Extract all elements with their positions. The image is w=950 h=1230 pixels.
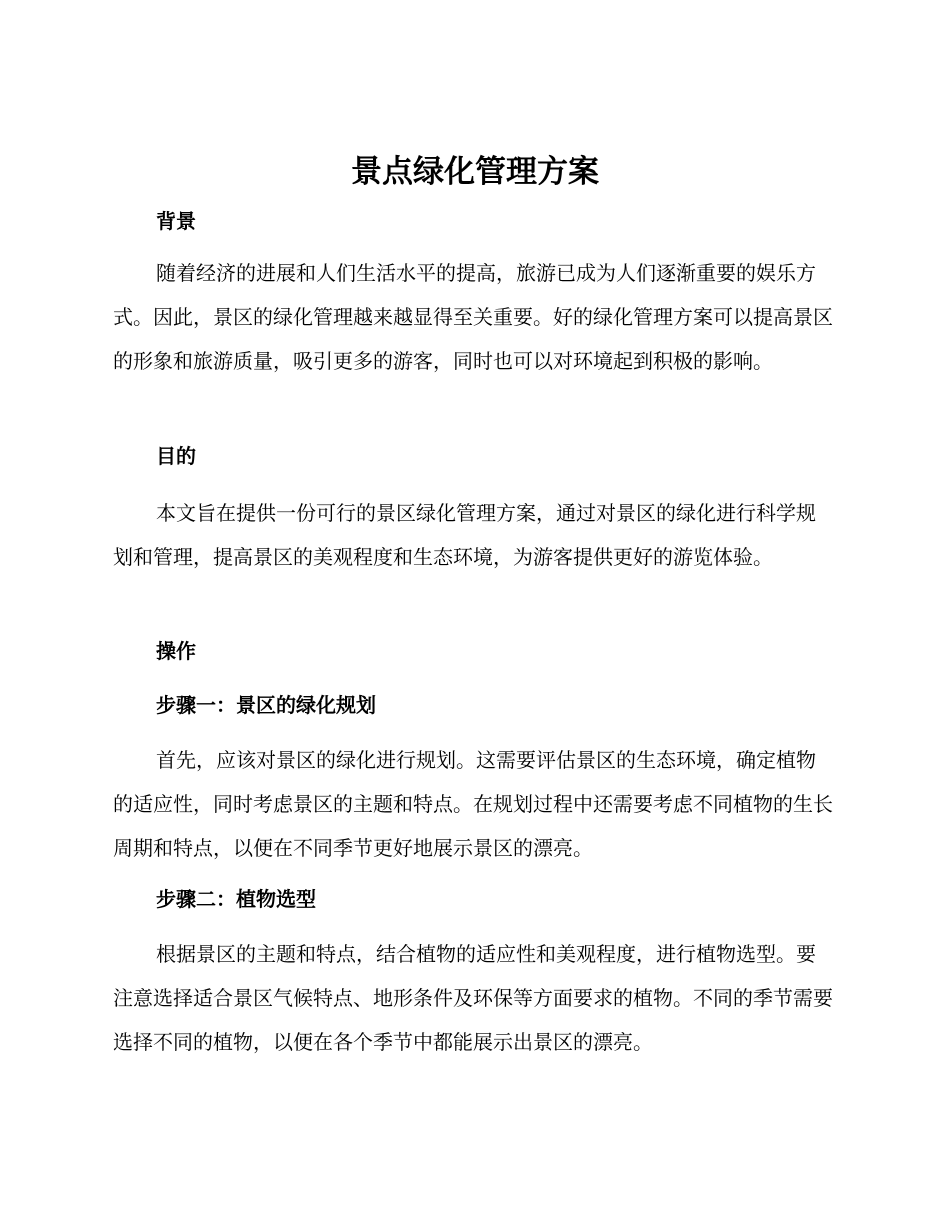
paragraph-background: 随着经济的进展和人们生活水平的提高，旅游已成为人们逐渐重要的娱乐方式。因此，景区的绿化管理越来越显得至关重要。好的绿化管理方案可以提高景区的形象和旅游质量，吸引更多的游客，同时也可以对环境起到积极的影响。 <box>113 261 833 373</box>
document-title: 景点绿化管理方案 <box>351 154 599 190</box>
step-two-heading: 步骤二：植物选型 <box>156 887 316 911</box>
section-heading-operation: 操作 <box>156 639 196 663</box>
step-one-heading: 步骤一：景区的绿化规划 <box>156 693 376 717</box>
section-heading-purpose: 目的 <box>156 444 196 468</box>
section-heading-background: 背景 <box>156 209 196 233</box>
paragraph-step-one: 首先，应该对景区的绿化进行规划。这需要评估景区的生态环境，确定植物的适应性，同时考虑景区的主题和特点。在规划过程中还需要考虑不同植物的生长周期和特点，以便在不同季节更好地展示景区的漂亮。 <box>113 748 833 860</box>
paragraph-step-two: 根据景区的主题和特点，结合植物的适应性和美观程度，进行植物选型。要注意选择适合景区气候特点、地形条件及环保等方面要求的植物。不同的季节需要选择不同的植物，以便在各个季节中都能展示出景区的漂亮。 <box>113 942 833 1054</box>
paragraph-purpose: 本文旨在提供一份可行的景区绿化管理方案，通过对景区的绿化进行科学规划和管理，提高景区的美观程度和生态环境，为游客提供更好的游览体验。 <box>113 501 816 569</box>
